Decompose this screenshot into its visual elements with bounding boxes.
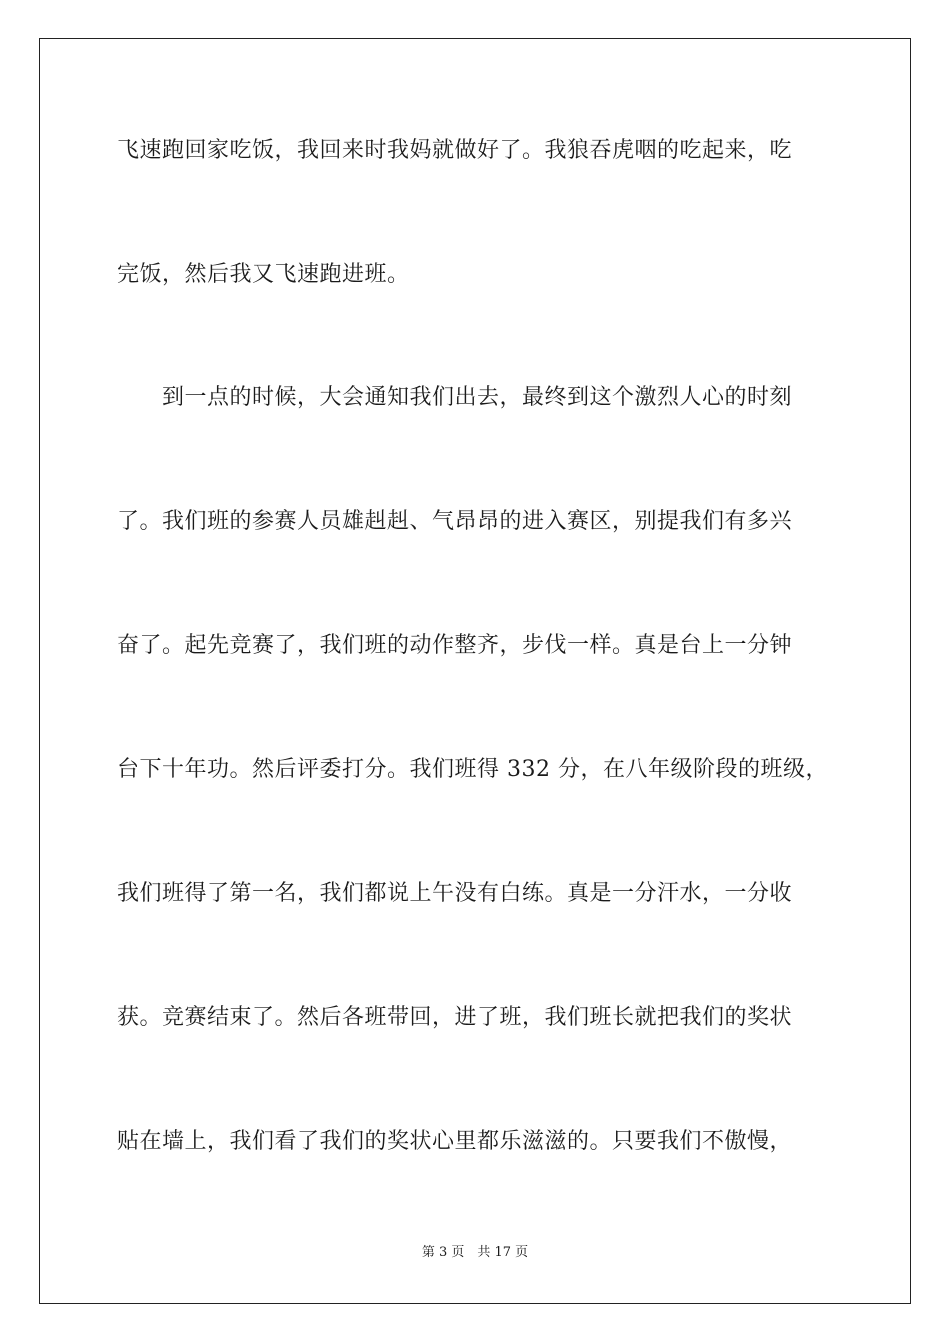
text-line: 了。我们班的参赛人员雄赳赳、气昂昂的进入赛区，别提我们有多兴 bbox=[117, 509, 793, 534]
text-line: 到一点的时候，大会通知我们出去，最终到这个激烈人心的时刻 bbox=[117, 385, 793, 410]
text-line: 完饭，然后我又飞速跑进班。 bbox=[117, 262, 410, 287]
page-number-footer: 第 3 页 共 17 页 bbox=[421, 1245, 529, 1260]
text-line: 贴在墙上，我们看了我们的奖状心里都乐滋滋的。只要我们不傲慢， bbox=[117, 1129, 793, 1154]
text-line: 飞速跑回家吃饭，我回来时我妈就做好了。我狼吞虎咽的吃起来，吃 bbox=[117, 138, 793, 163]
text-line: 获。竞赛结束了。然后各班带回，进了班，我们班长就把我们的奖状 bbox=[117, 1005, 793, 1030]
page-border bbox=[39, 38, 911, 1304]
text-line: 奋了。起先竞赛了，我们班的动作整齐，步伐一样。真是台上一分钟 bbox=[117, 633, 793, 658]
text-line: 台下十年功。然后评委打分。我们班得 332 分，在八年级阶段的班级， bbox=[117, 757, 828, 782]
text-line: 我们班得了第一名，我们都说上午没有白练。真是一分汗水，一分收 bbox=[117, 881, 793, 906]
